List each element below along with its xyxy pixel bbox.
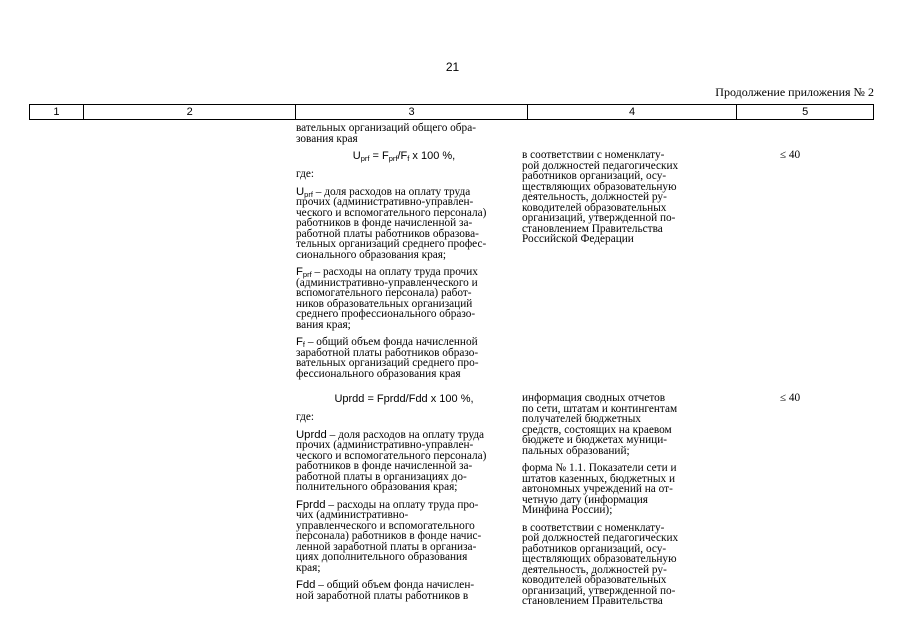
block2-methodology — [296, 393, 512, 601]
def2-symbol: Fprdd — [296, 498, 326, 511]
continuation-caption: Продолжение приложения № 2 — [715, 85, 874, 99]
header-cell-3: 3 — [296, 105, 527, 119]
def2-text: – расходы на оплату труда про- чих (административно- управленческого и вспомогательного персонала) работников в фонде начис- ленной заработной платы в организа- циях дополнительного образования края; — [296, 498, 482, 574]
table-header-row — [29, 104, 874, 120]
block1-value: ≤ 40 — [779, 149, 801, 161]
formula-tail-sub: f — [407, 154, 410, 163]
formula-tail: /F — [397, 150, 408, 162]
block2-formula: Uprdd = Fprdd/Fdd х 100 %, — [334, 393, 474, 405]
block1-def1 — [296, 187, 512, 261]
block1-def2 — [296, 267, 512, 330]
block2-source1: информация сводных отчетов по сети, штатам и контингентам получателей бюджетных средств, состоящих на краевом бюджете и бюджетах муници- пальных образований; — [522, 392, 678, 457]
header-cell-4: 4 — [528, 105, 738, 119]
block1-methodology — [296, 123, 512, 379]
header-cell-2: 2 — [84, 105, 297, 119]
formula-rest: х 100 %, — [409, 150, 456, 162]
def1-symbol: Uprdd — [296, 428, 327, 441]
def3-symbol-sub: f — [302, 340, 305, 349]
def3-text: – общий объем фонда начисленной заработной платы работников образо- вательных организаций среднего про- фессионального образования края — [296, 336, 479, 380]
def3-symbol: F — [296, 336, 303, 348]
formula-u-sub: prf — [360, 154, 370, 163]
def2-text: – расходы на оплату труда прочих (административно-управленческого и вспомогательного персонала) работ- ников образовательных организаций среднего профессионального образо- вания края; — [296, 266, 478, 331]
block1-intro: вательных организаций общего обра- зования края — [296, 122, 476, 145]
def1-symbol: U — [296, 185, 305, 198]
def2-symbol-sub: prf — [302, 270, 312, 279]
block2-def2 — [296, 500, 512, 574]
block2-def3 — [296, 580, 512, 601]
def1-text: – доля расходов на оплату труда прочих (административно-управлен- ческого и вспомогательного персонала) работников в фонде начисленной за- работной платы работников образова- тельных организаций среднего профес- сионального образования края; — [296, 185, 487, 261]
block1-formula — [296, 150, 512, 162]
block2-def1 — [296, 430, 512, 493]
block2-source3: в соответствии с номенклату- рой должностей педагогических работников организаций, осу- ществляющих образовательную деятельность, должностей ру- ководителей образовательных организаций, утвержденной по- становлением Правительства — [522, 521, 679, 607]
block2-sources — [522, 393, 706, 607]
header-cell-5: 5 — [802, 106, 809, 118]
def1-symbol-sub: prf — [304, 189, 313, 199]
def3-text: – общий объем фонда начислен- ной заработной платы работников в — [296, 579, 475, 602]
formula-mid: = F — [369, 150, 389, 162]
def3-symbol: Fdd — [296, 579, 316, 591]
block1-source: в соответствии с номенклату- рой должностей педагогических работников организаций, осу- ществляющих образовательную деятельность, должностей ру- ководителей образовательных организаций, утвержденной по- становлением Правительства Российской Федерации — [522, 149, 679, 245]
block2-where: где: — [296, 411, 314, 423]
formula-f-sub: prf — [388, 154, 398, 163]
header-cell-1: 1 — [30, 105, 84, 119]
block1-def3 — [296, 337, 512, 379]
block2-value: ≤ 40 — [779, 392, 801, 404]
formula-u: U — [352, 150, 361, 162]
page-number: 21 — [445, 60, 460, 74]
def2-symbol: F — [296, 266, 303, 278]
block1-where: где: — [296, 168, 314, 180]
def1-text: – доля расходов на оплату труда прочих (административно-управлен- ческого и вспомогательного персонала) работников в фонде начисленной за- работной платы в организациях до- полнительного образования края; — [296, 428, 487, 493]
block2-source2: форма № 1.1. Показатели сети и штатов казенных, бюджетных и автономных учреждений на от- четную дату (информация Минфина России); — [522, 462, 677, 516]
